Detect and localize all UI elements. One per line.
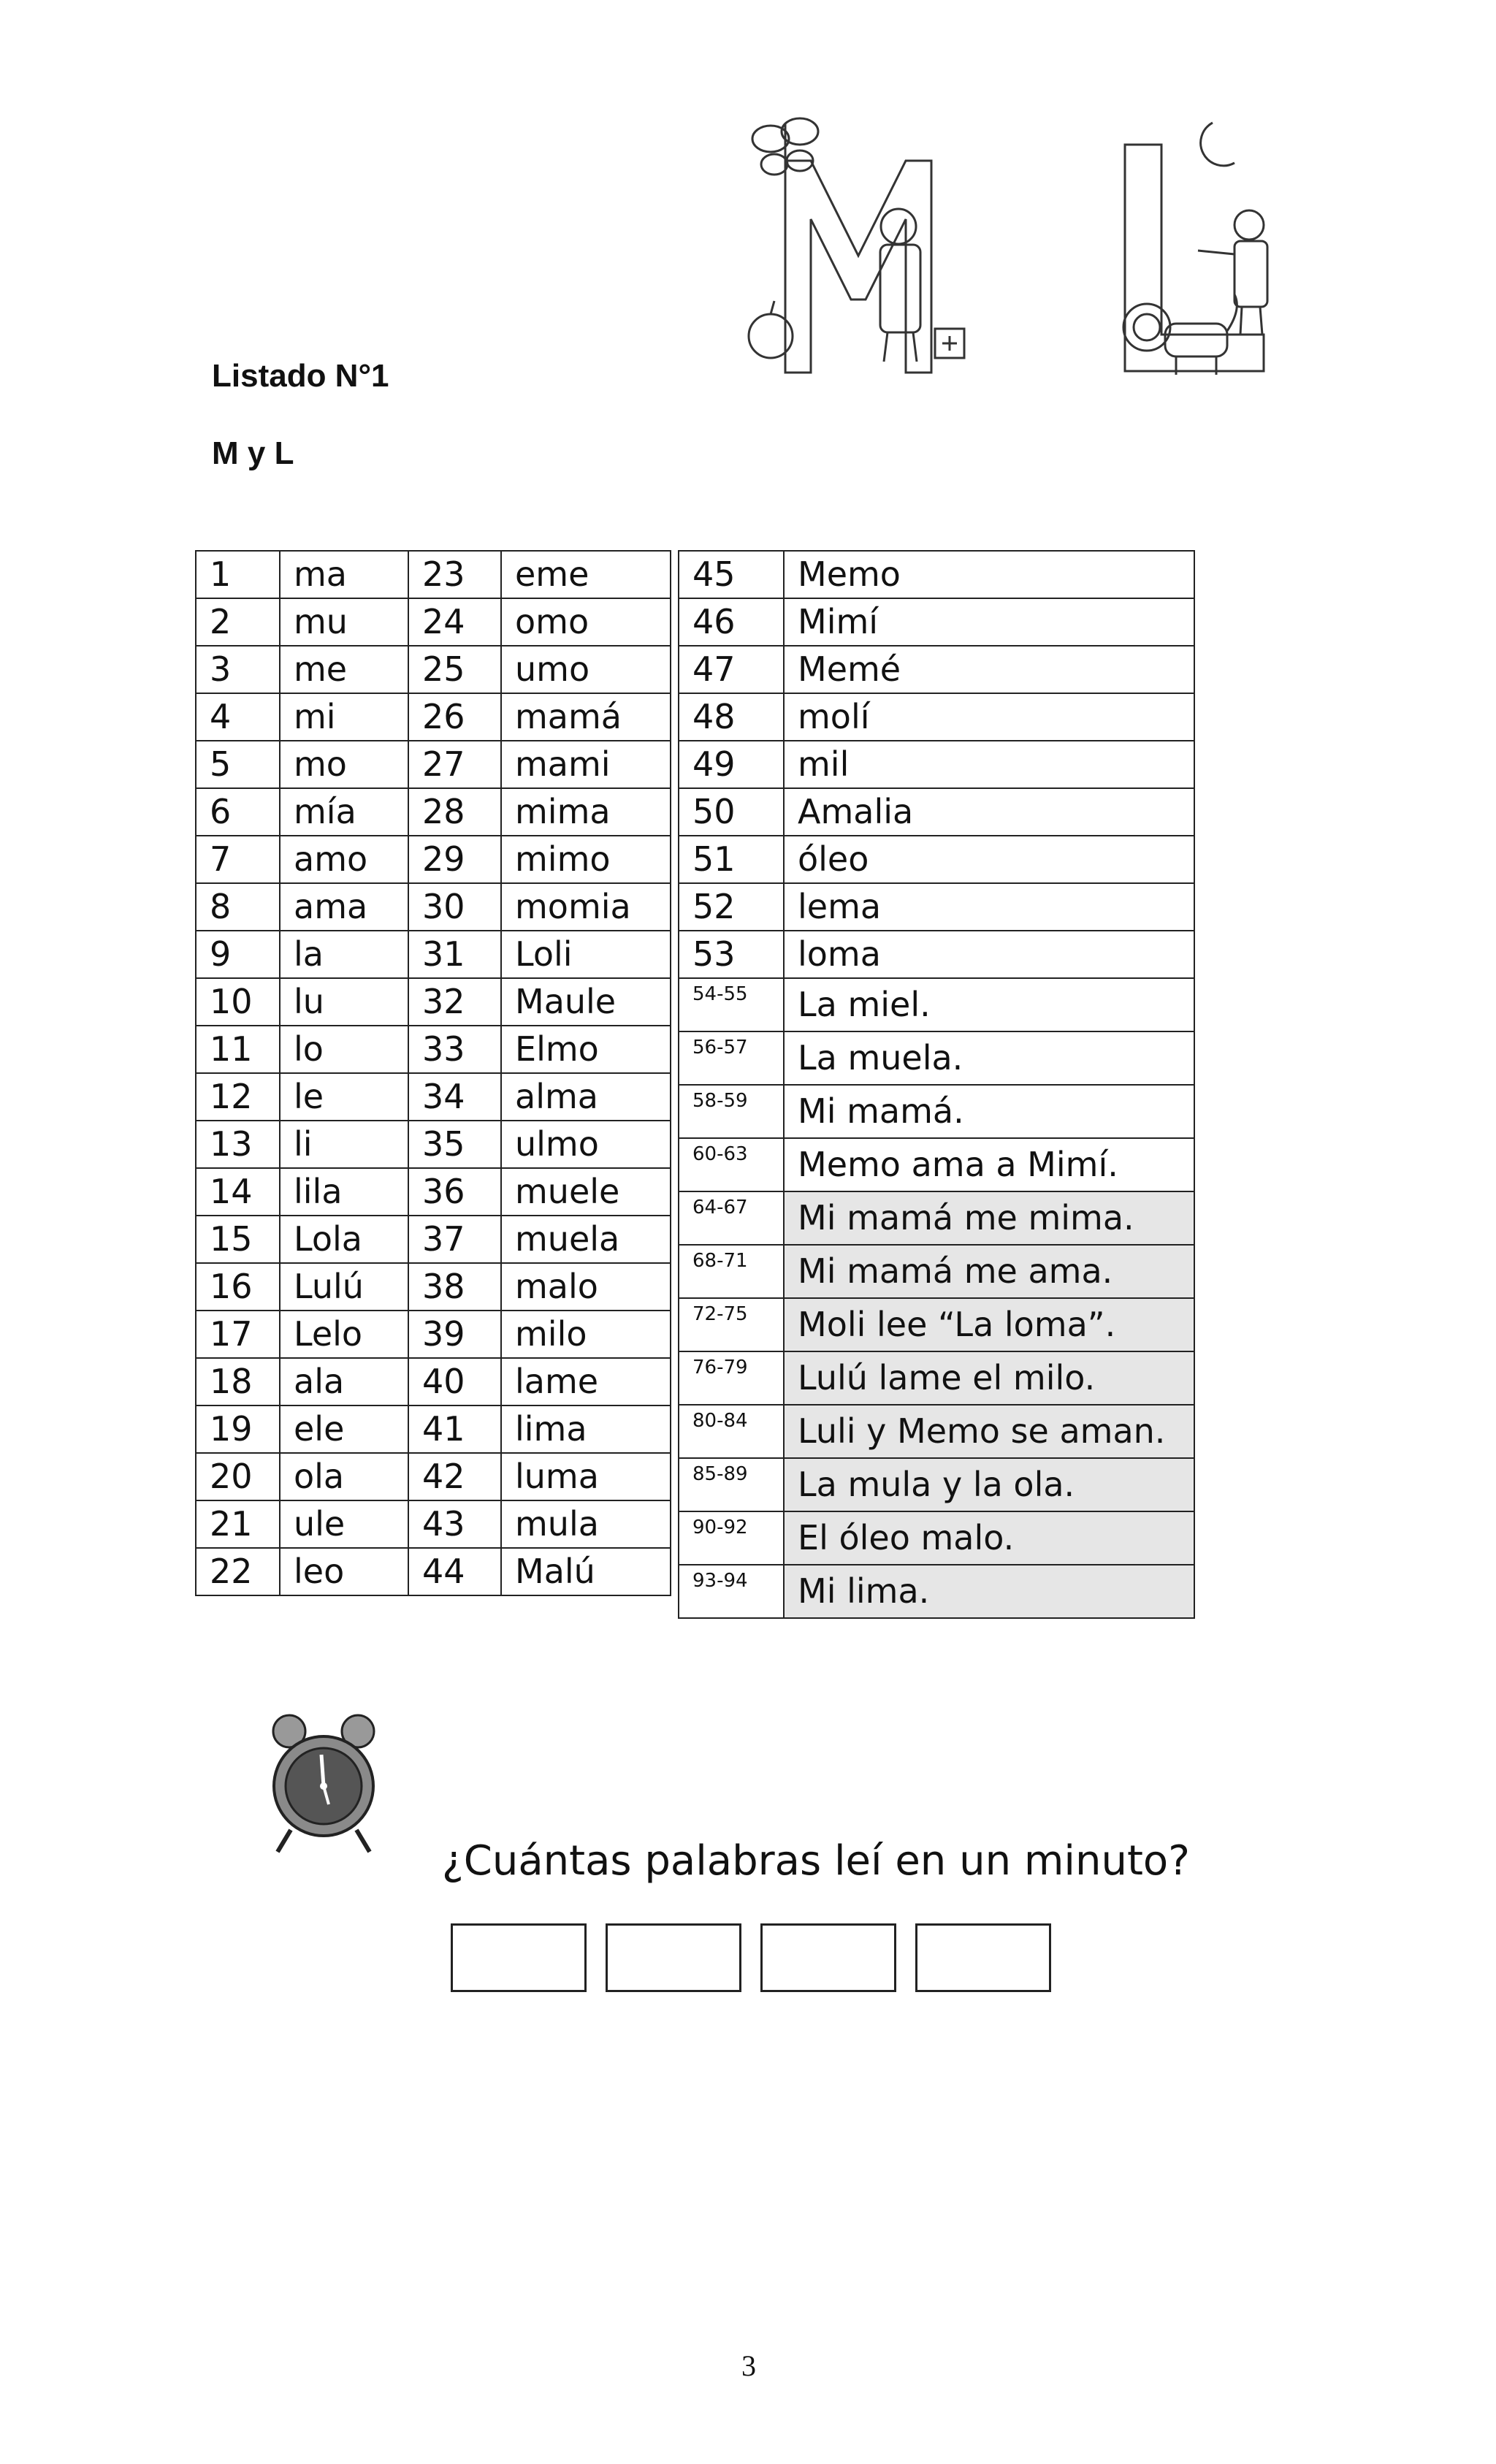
table-row	[196, 1453, 671, 1500]
item-number-cell: 7	[196, 836, 280, 883]
item-number-cell: 13	[196, 1121, 280, 1168]
item-number-cell: 24	[408, 598, 501, 646]
alarm-clock-icon	[269, 1709, 378, 1855]
word-cell: mo	[280, 741, 408, 788]
item-number-cell: 14	[196, 1168, 280, 1216]
word-cell: Amalia	[784, 788, 1194, 836]
word-cell: mami	[501, 741, 671, 788]
table-row	[679, 693, 1194, 741]
word-cell: lila	[280, 1168, 408, 1216]
word-cell: mamá	[501, 693, 671, 741]
item-number-cell: 10	[196, 978, 280, 1026]
table-row	[679, 788, 1194, 836]
word-cell: mimo	[501, 836, 671, 883]
word-cell: mi	[280, 693, 408, 741]
item-number-cell: 53	[679, 931, 784, 978]
page-title: Listado N°1	[212, 358, 389, 394]
table-row	[196, 836, 671, 883]
answer-box[interactable]	[606, 1923, 741, 1992]
table-row	[679, 1191, 1194, 1245]
word-cell: lima	[501, 1405, 671, 1453]
word-cell: Luli y Memo se aman.	[784, 1405, 1194, 1458]
item-number-cell: 45	[679, 551, 784, 598]
item-number-cell: 21	[196, 1500, 280, 1548]
item-number-cell: 3	[196, 646, 280, 693]
word-cell: muela	[501, 1216, 671, 1263]
table-row	[679, 931, 1194, 978]
item-number-cell: 34	[408, 1073, 501, 1121]
item-number-cell: 80-84	[679, 1405, 784, 1458]
item-number-cell: 46	[679, 598, 784, 646]
table-row	[196, 1263, 671, 1311]
letter-l-illustration	[1096, 115, 1293, 386]
item-number-cell: 18	[196, 1358, 280, 1405]
word-cell: milo	[501, 1311, 671, 1358]
word-cell: umo	[501, 646, 671, 693]
table-row	[196, 1216, 671, 1263]
item-number-cell: 52	[679, 883, 784, 931]
item-number-cell: 50	[679, 788, 784, 836]
item-number-cell: 48	[679, 693, 784, 741]
item-number-cell: 64-67	[679, 1191, 784, 1245]
table-row	[679, 646, 1194, 693]
word-cell: leo	[280, 1548, 408, 1595]
word-cell: Loli	[501, 931, 671, 978]
word-cell: Mi mamá me ama.	[784, 1245, 1194, 1298]
item-number-cell: 47	[679, 646, 784, 693]
item-number-cell: 32	[408, 978, 501, 1026]
item-number-cell: 22	[196, 1548, 280, 1595]
item-number-cell: 31	[408, 931, 501, 978]
word-cell: ola	[280, 1453, 408, 1500]
table-row	[196, 1168, 671, 1216]
word-cell: alma	[501, 1073, 671, 1121]
word-cell: óleo	[784, 836, 1194, 883]
letter-m-illustration	[741, 110, 982, 387]
item-number-cell: 76-79	[679, 1351, 784, 1405]
item-number-cell: 26	[408, 693, 501, 741]
word-cell: Lelo	[280, 1311, 408, 1358]
item-number-cell: 39	[408, 1311, 501, 1358]
table-row	[679, 741, 1194, 788]
word-cell: lu	[280, 978, 408, 1026]
word-cell: Mi mamá.	[784, 1085, 1194, 1138]
item-number-cell: 93-94	[679, 1565, 784, 1618]
word-cell: ala	[280, 1358, 408, 1405]
word-table-right	[678, 550, 1195, 1619]
table-row	[196, 1073, 671, 1121]
item-number-cell: 23	[408, 551, 501, 598]
word-cell: Lola	[280, 1216, 408, 1263]
word-cell: loma	[784, 931, 1194, 978]
item-number-cell: 90-92	[679, 1511, 784, 1565]
table-row	[196, 741, 671, 788]
item-number-cell: 15	[196, 1216, 280, 1263]
item-number-cell: 60-63	[679, 1138, 784, 1191]
item-number-cell: 12	[196, 1073, 280, 1121]
item-number-cell: 5	[196, 741, 280, 788]
page-subtitle: M y L	[212, 435, 294, 471]
table-row	[196, 1026, 671, 1073]
item-number-cell: 35	[408, 1121, 501, 1168]
table-row	[679, 598, 1194, 646]
item-number-cell: 72-75	[679, 1298, 784, 1351]
table-row	[196, 1548, 671, 1595]
table-row	[196, 646, 671, 693]
table-row	[196, 978, 671, 1026]
item-number-cell: 6	[196, 788, 280, 836]
item-number-cell: 16	[196, 1263, 280, 1311]
word-cell: mu	[280, 598, 408, 646]
word-cell: ulmo	[501, 1121, 671, 1168]
words-per-minute-question: ¿Cuántas palabras leí en un minuto?	[442, 1837, 1190, 1885]
item-number-cell: 28	[408, 788, 501, 836]
item-number-cell: 2	[196, 598, 280, 646]
table-row	[679, 836, 1194, 883]
word-cell: mula	[501, 1500, 671, 1548]
word-cell: Memo	[784, 551, 1194, 598]
table-row	[679, 978, 1194, 1031]
table-row	[679, 1245, 1194, 1298]
word-cell: Memo ama a Mimí.	[784, 1138, 1194, 1191]
word-cell: amo	[280, 836, 408, 883]
word-cell: me	[280, 646, 408, 693]
table-row	[196, 1405, 671, 1453]
table-row	[679, 1138, 1194, 1191]
word-cell: omo	[501, 598, 671, 646]
item-number-cell: 42	[408, 1453, 501, 1500]
word-cell: Memé	[784, 646, 1194, 693]
word-cell: la	[280, 931, 408, 978]
word-cell: molí	[784, 693, 1194, 741]
word-cell: ule	[280, 1500, 408, 1548]
item-number-cell: 37	[408, 1216, 501, 1263]
item-number-cell: 1	[196, 551, 280, 598]
item-number-cell: 30	[408, 883, 501, 931]
item-number-cell: 43	[408, 1500, 501, 1548]
item-number-cell: 27	[408, 741, 501, 788]
word-cell: Mimí	[784, 598, 1194, 646]
word-cell: La miel.	[784, 978, 1194, 1031]
table-row	[679, 1298, 1194, 1351]
item-number-cell: 4	[196, 693, 280, 741]
item-number-cell: 56-57	[679, 1031, 784, 1085]
item-number-cell: 41	[408, 1405, 501, 1453]
table-row	[196, 788, 671, 836]
word-cell: Mi lima.	[784, 1565, 1194, 1618]
item-number-cell: 11	[196, 1026, 280, 1073]
word-cell: le	[280, 1073, 408, 1121]
word-cell: mía	[280, 788, 408, 836]
table-row	[196, 1500, 671, 1548]
item-number-cell: 44	[408, 1548, 501, 1595]
table-row	[679, 1351, 1194, 1405]
table-row	[679, 1458, 1194, 1511]
word-cell: eme	[501, 551, 671, 598]
word-cell: Elmo	[501, 1026, 671, 1073]
item-number-cell: 29	[408, 836, 501, 883]
word-cell: li	[280, 1121, 408, 1168]
item-number-cell: 40	[408, 1358, 501, 1405]
word-cell: Lulú lame el milo.	[784, 1351, 1194, 1405]
word-cell: momia	[501, 883, 671, 931]
item-number-cell: 33	[408, 1026, 501, 1073]
word-cell: ma	[280, 551, 408, 598]
table-row	[679, 883, 1194, 931]
page-number: 3	[741, 2349, 756, 2382]
item-number-cell: 17	[196, 1311, 280, 1358]
word-cell: Malú	[501, 1548, 671, 1595]
item-number-cell: 49	[679, 741, 784, 788]
answer-box[interactable]	[760, 1923, 896, 1992]
table-row	[679, 1085, 1194, 1138]
table-row	[679, 1511, 1194, 1565]
table-row	[196, 1358, 671, 1405]
word-cell: Moli lee “La loma”.	[784, 1298, 1194, 1351]
table-row	[196, 551, 671, 598]
item-number-cell: 36	[408, 1168, 501, 1216]
word-cell: ama	[280, 883, 408, 931]
word-cell: mil	[784, 741, 1194, 788]
item-number-cell: 25	[408, 646, 501, 693]
word-cell: El óleo malo.	[784, 1511, 1194, 1565]
word-cell: Maule	[501, 978, 671, 1026]
word-cell: ele	[280, 1405, 408, 1453]
word-cell: Mi mamá me mima.	[784, 1191, 1194, 1245]
word-cell: lema	[784, 883, 1194, 931]
word-cell: lo	[280, 1026, 408, 1073]
word-cell: muele	[501, 1168, 671, 1216]
item-number-cell: 8	[196, 883, 280, 931]
table-row	[679, 1565, 1194, 1618]
word-cell: Lulú	[280, 1263, 408, 1311]
item-number-cell: 51	[679, 836, 784, 883]
word-cell: mima	[501, 788, 671, 836]
table-row	[679, 551, 1194, 598]
item-number-cell: 38	[408, 1263, 501, 1311]
word-table-left	[195, 550, 671, 1596]
word-cell: luma	[501, 1453, 671, 1500]
table-row	[196, 931, 671, 978]
item-number-cell: 54-55	[679, 978, 784, 1031]
table-row	[196, 693, 671, 741]
item-number-cell: 19	[196, 1405, 280, 1453]
word-cell: La muela.	[784, 1031, 1194, 1085]
item-number-cell: 58-59	[679, 1085, 784, 1138]
table-row	[196, 598, 671, 646]
word-cell: lame	[501, 1358, 671, 1405]
item-number-cell: 9	[196, 931, 280, 978]
table-row	[196, 1121, 671, 1168]
item-number-cell: 20	[196, 1453, 280, 1500]
word-cell: La mula y la ola.	[784, 1458, 1194, 1511]
table-row	[196, 1311, 671, 1358]
item-number-cell: 85-89	[679, 1458, 784, 1511]
table-row	[196, 883, 671, 931]
word-cell: malo	[501, 1263, 671, 1311]
answer-box[interactable]	[915, 1923, 1051, 1992]
table-row	[679, 1031, 1194, 1085]
item-number-cell: 68-71	[679, 1245, 784, 1298]
table-row	[679, 1405, 1194, 1458]
answer-box[interactable]	[451, 1923, 587, 1992]
